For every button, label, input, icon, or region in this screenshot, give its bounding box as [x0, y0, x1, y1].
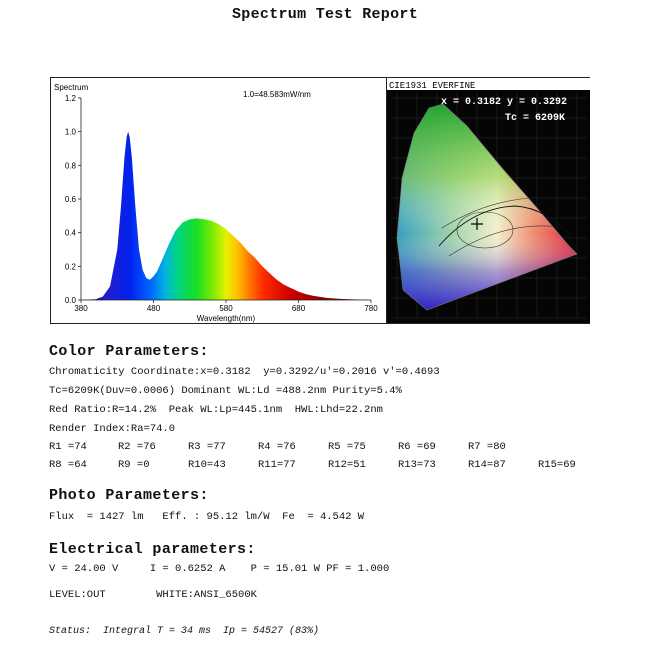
y-tick-label: 0.0: [64, 296, 76, 305]
y-tick-label: 0.2: [64, 262, 76, 272]
level-line: LEVEL:OUT WHITE:ANSI_6500K: [49, 589, 257, 601]
cri-value: R10=43: [188, 459, 226, 471]
cie-title: CIE1931 EVERFINE: [389, 81, 476, 91]
spectrum-area: [81, 132, 371, 300]
flux-line: Flux = 1427 lm Eff. : 95.12 lm/W Fe = 4.542 W: [49, 511, 365, 523]
cri-value: R2 =76: [118, 441, 156, 453]
cri-value: R3 =77: [188, 441, 226, 453]
cri-value: R12=51: [328, 459, 366, 471]
x-tick-label: 580: [219, 304, 233, 313]
cri-value: R6 =69: [398, 441, 436, 453]
spectrum-chart: [51, 78, 386, 323]
cri-value: R7 =80: [468, 441, 506, 453]
electrical-parameters-heading: Electrical parameters:: [49, 541, 256, 558]
cri-value: R4 =76: [258, 441, 296, 453]
y-tick-label: 0.4: [64, 228, 76, 238]
red-ratio-line: Red Ratio:R=14.2% Peak WL:Lp=445.1nm HWL:Lhd=22.2nm: [49, 404, 383, 416]
spectrum-label: Spectrum: [54, 83, 89, 92]
voltage-line: V = 24.00 V I = 0.6252 A P = 15.01 W PF = 1.000: [49, 563, 390, 575]
y-tick-label: 0.6: [64, 195, 76, 204]
x-tick-label: 780: [364, 304, 378, 313]
y-tick-label: 1.2: [64, 94, 76, 103]
tc-line: Tc=6209K(Duv=0.0006) Dominant WL:Ld =488.2nm Purity=5.4%: [49, 385, 402, 397]
y-tick-label: 1.0: [64, 127, 76, 137]
cri-value: R9 =0: [118, 459, 150, 471]
x-axis: [74, 300, 378, 313]
cri-value: R8 =64: [49, 459, 87, 471]
x-tick-label: 380: [74, 304, 88, 313]
tc-readout: Tc = 6209K: [505, 113, 566, 124]
y-axis: [65, 94, 81, 305]
cri-value: R1 =74: [49, 441, 87, 453]
color-parameters-heading: Color Parameters:: [49, 343, 209, 360]
cri-value: R11=77: [258, 459, 296, 471]
figure-frame: [50, 77, 590, 324]
cri-value: R15=69: [538, 459, 576, 471]
render-index-line: Render Index:Ra=74.0: [49, 423, 176, 435]
cie-panel: [386, 78, 590, 323]
cri-value: R14=87: [468, 459, 506, 471]
xy-readout: x = 0.3182 y = 0.3292: [441, 97, 568, 108]
photo-parameters-heading: Photo Parameters:: [49, 487, 209, 504]
scale-note: 1.0=48.583mW/nm: [243, 90, 311, 99]
x-tick-label: 480: [146, 304, 161, 313]
cri-value: R13=73: [398, 459, 436, 471]
cri-value: R5 =75: [328, 441, 366, 453]
report-title: Spectrum Test Report: [231, 6, 419, 23]
cie-diagram: [387, 78, 590, 323]
x-axis-label: Wavelength(nm): [196, 314, 256, 323]
status-line: Status: Integral T = 34 ms Ip = 54527 (83%): [49, 626, 320, 637]
y-tick-label: 0.8: [64, 161, 76, 171]
chromaticity-line: Chromaticity Coordinate:x=0.3182 y=0.3292/u'=0.2016 v'=0.4693: [49, 366, 440, 378]
x-tick-label: 680: [291, 304, 306, 313]
